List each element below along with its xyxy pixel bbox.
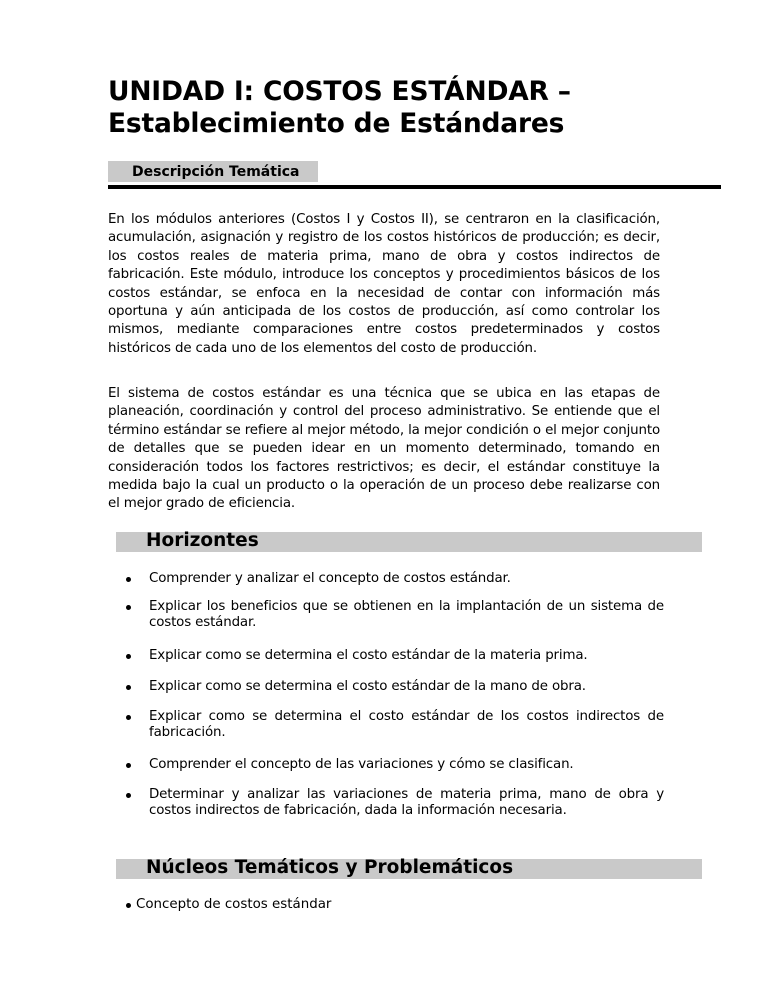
subheading-text: Descripción Temática [132, 164, 300, 180]
horizonte-text: Explicar como se determina el costo estándar de la materia prima. [149, 648, 588, 663]
nucleo-text: Concepto de costos estándar [136, 897, 332, 912]
horizonte-item [124, 709, 664, 741]
horizonte-text: Explicar los beneficios que se obtienen en la implantación de un sistema de costos estándar. [149, 599, 664, 630]
paragraph-intro: En los módulos anteriores (Costos I y Costos II), se centraron en la clasificación, acumulación, asignación y registro de los costos históricos de producción; es decir, los costos reales de materia prima, mano de obra y costos indirectos de fabricación. Este módulo, introduce los conceptos y procedimientos básicos de los costos estándar, se enfoca en la necesidad de contar con información más oportuna y aún anticipada de los costos de producción, así como controlar los mismos, mediante comparaciones entre costos predeterminados y costos históricos de cada uno de los elementos del costo de producción. [108, 212, 660, 356]
nucleos-header [116, 859, 702, 879]
bullet-icon [126, 793, 131, 798]
horizontes-title: Horizontes [146, 530, 259, 551]
bullet-icon [126, 763, 131, 768]
title-line-1: UNIDAD I: COSTOS ESTÁNDAR – [108, 76, 571, 107]
page-title [108, 76, 708, 140]
bullet-icon [126, 715, 131, 720]
horizonte-text: Comprender y analizar el concepto de costos estándar. [149, 571, 511, 586]
bullet-icon [126, 685, 131, 690]
bullet-icon [126, 605, 131, 610]
horizonte-item [124, 757, 664, 773]
paragraph-sistema: El sistema de costos estándar es una técnica que se ubica en las etapas de planeación, coordinación y control del proceso administrativo. Se entiende que el término estándar se refiere al mejor método, la mejor condición o el mejor conjunto de detalles que se pueden idear en un momento determinado, tomando en consideración todos los factores restrictivos; es decir, el estándar constituye la medida bajo la cual un producto o la operación de un proceso debe realizarse con el mejor grado de eficiencia. [108, 386, 660, 512]
horizonte-text: Explicar como se determina el costo estándar de la mano de obra. [149, 679, 586, 694]
horizonte-item [124, 787, 664, 819]
bullet-icon [126, 577, 131, 582]
bullet-icon [126, 903, 131, 908]
nucleo-item [124, 897, 331, 913]
descripcion-header [108, 161, 721, 189]
horizonte-text: Comprender el concepto de las variaciones y cómo se clasifican. [149, 757, 574, 772]
horizonte-item [124, 679, 664, 695]
subheading-bar [108, 161, 318, 182]
horizonte-text: Determinar y analizar las variaciones de materia prima, mano de obra y costos indirectos de fabricación, dada la información necesaria. [149, 787, 664, 818]
section-divider [108, 185, 721, 189]
horizontes-header [116, 532, 702, 552]
horizonte-item [124, 571, 664, 587]
horizonte-item [124, 648, 664, 664]
nucleos-title: Núcleos Temáticos y Problemáticos [146, 857, 514, 878]
title-line-2: Establecimiento de Estándares [108, 108, 565, 139]
bullet-icon [126, 654, 131, 659]
horizonte-item [124, 599, 664, 631]
horizonte-text: Explicar como se determina el costo estándar de los costos indirectos de fabricación. [149, 709, 664, 740]
